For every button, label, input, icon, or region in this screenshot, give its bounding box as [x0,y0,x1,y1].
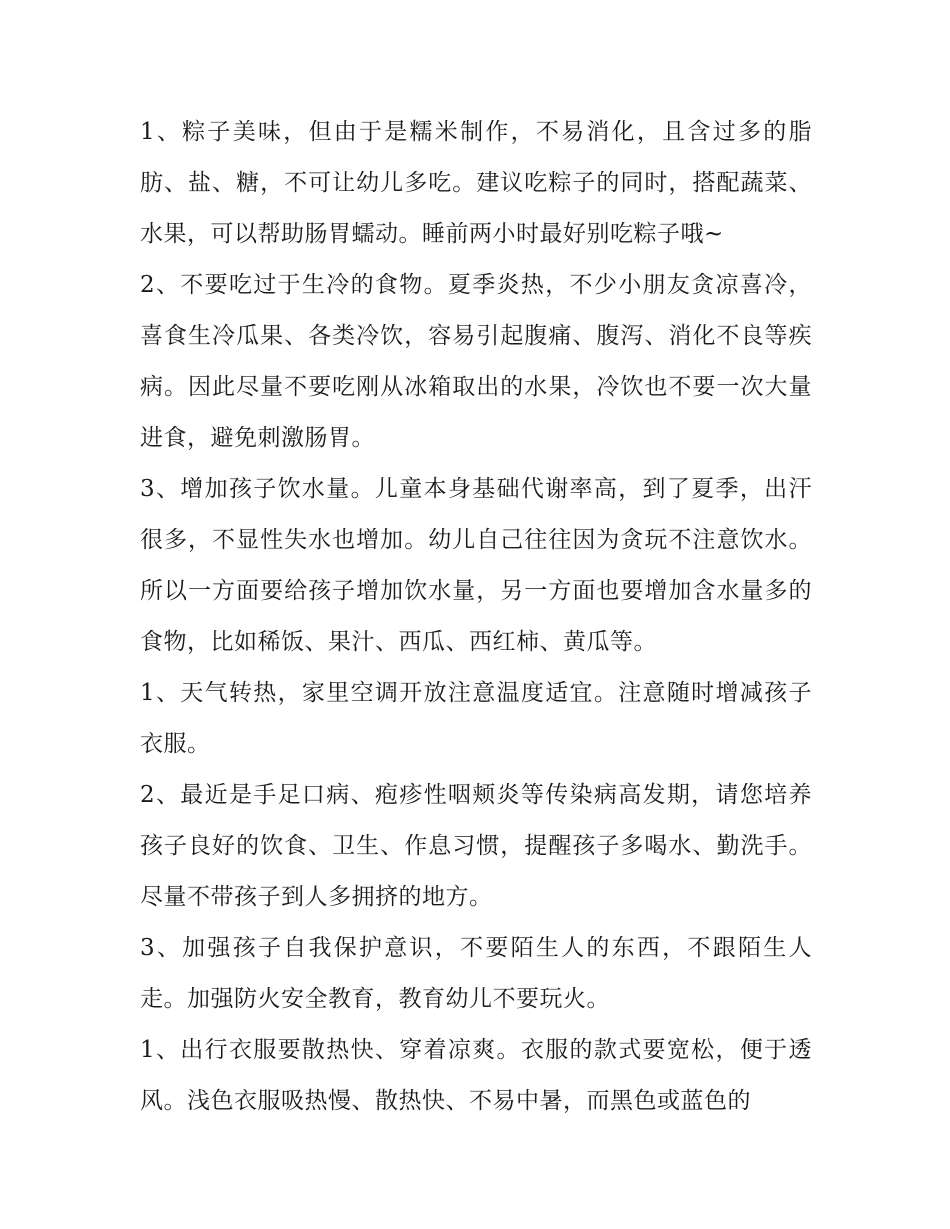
paragraph-health-safety: 3、加强孩子自我保护意识，不要陌生人的东西，不跟陌生人走。加强防火安全教育，教育幼儿不要玩火。 [140,935,812,1012]
document-body [140,107,812,1127]
paragraph-travel-clothing: 1、出行衣服要散热快、穿着凉爽。衣服的款式要宽松，便于透风。浅色衣服吸热慢、散热快、不易中暑，而黑色或蓝色的 [140,1037,812,1114]
paragraph-health-disease: 2、最近是手足口病、疱疹性咽颊炎等传染病高发期，请您培养孩子良好的饮食、卫生、作息习惯，提醒孩子多喝水、勤洗手。尽量不带孩子到人多拥挤的地方。 [140,782,812,910]
paragraph-health-temperature: 1、天气转热，家里空调开放注意温度适宜。注意随时增减孩子衣服。 [140,680,812,757]
paragraph-food-water: 3、增加孩子饮水量。儿童本身基础代谢率高，到了夏季，出汗很多，不显性失水也增加。幼儿自己往往因为贪玩不注意饮水。所以一方面要给孩子增加饮水量，另一方面也要增加含水量多的食物，比如稀饭、果汁、西瓜、西红柿、黄瓜等。 [140,476,812,655]
paragraph-food-cold: 2、不要吃过于生冷的食物。夏季炎热，不少小朋友贪凉喜冷，喜食生冷瓜果、各类冷饮，容易引起腹痛、腹泻、消化不良等疾病。因此尽量不要吃刚从冰箱取出的水果，冷饮也不要一次大量进食，避免刺激肠胃。 [140,272,812,451]
paragraph-food-zongzi: 1、粽子美味，但由于是糯米制作，不易消化，且含过多的脂肪、盐、糖，不可让幼儿多吃。建议吃粽子的同时，搭配蔬菜、水果，可以帮助肠胃蠕动。睡前两小时最好别吃粽子哦~ [140,119,812,247]
